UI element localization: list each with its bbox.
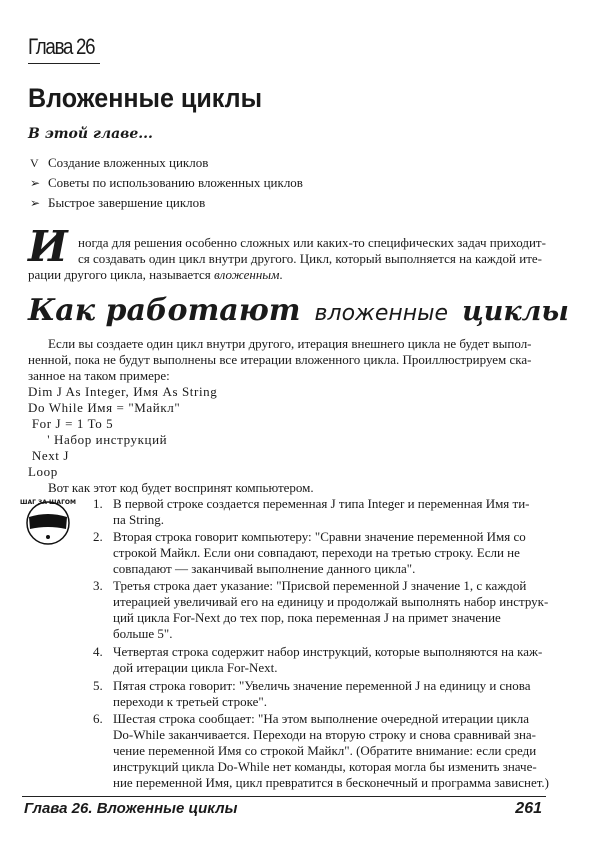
step-number: 4. [93,644,103,659]
code-line: Next J [28,448,70,463]
step-number: 1. [93,496,103,511]
chapter-underline [28,63,100,64]
intro-line [28,267,283,283]
step-line: Вторая строка говорит компьютеру: "Сравни значение переменной Имя со [113,529,526,544]
section-heading-part2: вложенные [314,301,449,326]
code-line: Loop [28,464,58,479]
step-line: совпадают — заканчивай выполнение данного цикла". [113,561,416,576]
step-by-step-icon [20,495,76,547]
step-line: В первой строке создается переменная J типа Integer и переменная Имя ти- [113,496,530,511]
svg-text:ШАГ ЗА ШАГОМ: ШАГ ЗА ШАГОМ [20,499,76,506]
step-line: больше 5". [113,626,173,641]
step-number: 3. [93,578,103,593]
paragraph-line: ненной, пока не будут выполнены все итерации вложенного цикла. Проиллюстрируем ска- [28,352,532,367]
intro-line: ногда для решения особенно сложных или каких-то специфических задач приходит- [78,235,546,250]
emphasis-term: вложенным [214,267,280,282]
code-line: For J = 1 To 5 [28,416,114,431]
footer-chapter-title: Глава 26. Вложенные циклы [24,800,238,817]
section-heading [28,292,569,333]
intro-end: . [279,267,283,282]
page-title: Вложенные циклы [28,83,263,113]
step-line: чение переменной Имя со строкой Майкл". (Обратите внимание: если среди [113,743,537,758]
step-line: Do-While заканчивается. Переходи на вторую строку и снова сравнивай зна- [113,727,537,742]
step-number: 2. [93,529,103,544]
step-line: строкой Майкл. Если они совпадают, переходи на третью строку. Если не [113,545,520,560]
in-this-chapter-label: В этой главе... [28,126,153,142]
step-line: Третья строка дает указание: "Присвой переменной J значение 1, с каждой [113,578,527,593]
step-line: ций цикла For-Next до тех пор, пока переменная J на примет значение [113,610,501,625]
page-number: 261 [515,800,542,817]
paragraph-line: Вот как этот код будет воспринят компьютером. [48,480,314,495]
paragraph-line: Если вы создаете один цикл внутри другого, итерация внешнего цикла не будет выпол- [48,336,532,351]
step-line: Пятая строка говорит: "Увеличь значение переменной J на единицу и снова [113,678,531,693]
step-line: дой итерации цикла For-Next. [113,660,278,675]
bullet-item: Быстрое завершение циклов [48,195,206,210]
code-line: Dim J As Integer, Имя As String [28,384,218,399]
drop-cap: И [28,222,68,271]
step-line: па String. [113,512,165,527]
step-line: переходи к третьей строке". [113,694,267,709]
step-number: 5. [93,678,103,693]
section-heading-part3: циклы [462,296,569,327]
code-line: Do While Имя = "Майкл" [28,400,181,415]
intro-text: рации другого цикла, называется [28,267,215,282]
step-line: ние переменной Имя, цикл превратится в бесконечный и программа зависнет.) [113,775,550,790]
bullet-marker: V [30,156,39,170]
step-number: 6. [93,711,103,726]
step-line: Четвертая строка содержит набор инструкций, которые выполняются на каж- [113,644,543,659]
code-line: ' Набор инструкций [28,432,168,447]
bullet-marker: ➢ [30,196,41,210]
step-line: Шестая строка сообщает: "На этом выполнение очередной итерации цикла [113,711,530,726]
section-heading-part1: Как работают [28,293,301,328]
bullet-item: Создание вложенных циклов [48,155,209,170]
paragraph-line: занное на таком примере: [28,368,170,383]
bullet-marker: ➢ [30,176,41,190]
step-line: инструкций цикла Do-While нет команды, которая могла бы изменить значе- [113,759,537,774]
footer-rule [22,796,546,797]
step-line: итерацией увеличивай его на единицу и продолжай выполнять набор инструк- [113,594,549,609]
chapter-label: Глава 26 [28,34,95,59]
bullet-item: Советы по использованию вложенных циклов [48,175,303,190]
intro-line: ся создавать один цикл внутри другого. Цикл, который выполняется на каждой ите- [78,251,542,266]
